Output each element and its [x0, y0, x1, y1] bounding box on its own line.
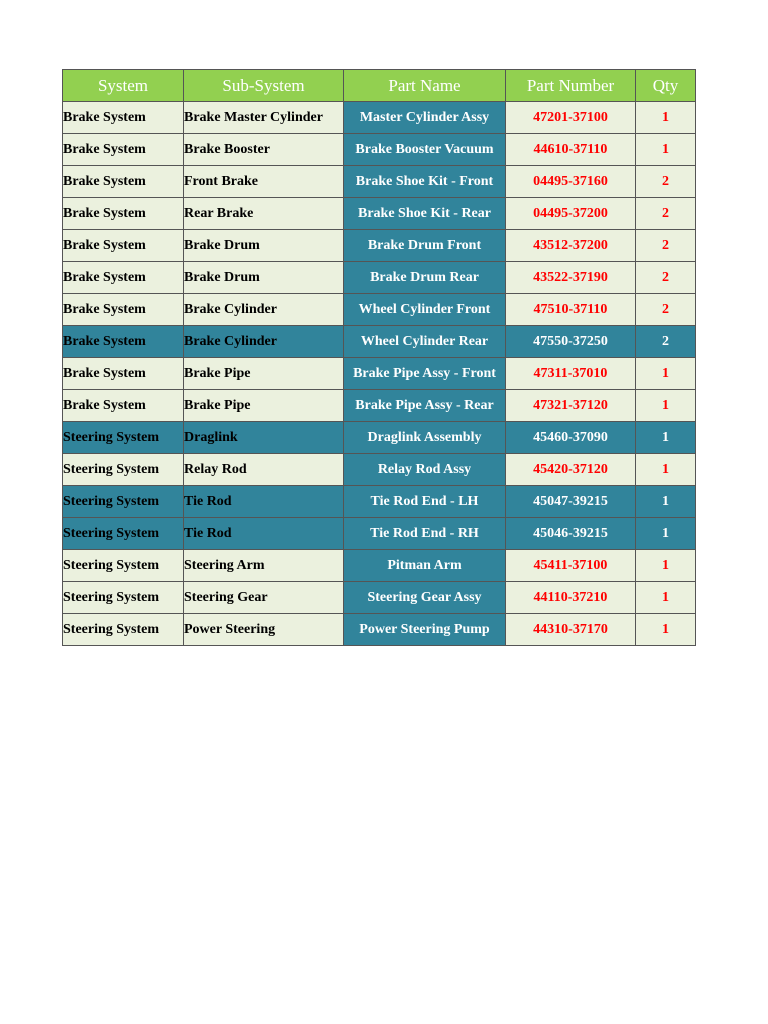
- cell-subsystem: Rear Brake: [184, 198, 344, 230]
- cell-subsystem: Brake Cylinder: [184, 326, 344, 358]
- cell-system: Steering System: [63, 422, 184, 454]
- cell-system: Steering System: [63, 582, 184, 614]
- cell-part-name: Brake Booster Vacuum: [344, 134, 506, 166]
- table-row: [63, 198, 696, 230]
- cell-part-number: 04495-37200: [506, 198, 636, 230]
- cell-system: Brake System: [63, 198, 184, 230]
- cell-qty: 1: [636, 454, 696, 486]
- cell-part-name: Wheel Cylinder Rear: [344, 326, 506, 358]
- cell-qty: 1: [636, 102, 696, 134]
- cell-part-number: 44310-37170: [506, 614, 636, 646]
- table-row: [63, 166, 696, 198]
- table-row: [63, 518, 696, 550]
- table-row: [63, 454, 696, 486]
- header-part-name: Part Name: [344, 70, 506, 102]
- cell-part-name: Wheel Cylinder Front: [344, 294, 506, 326]
- cell-subsystem: Front Brake: [184, 166, 344, 198]
- cell-system: Brake System: [63, 102, 184, 134]
- cell-system: Brake System: [63, 390, 184, 422]
- cell-part-number: 45460-37090: [506, 422, 636, 454]
- cell-part-number: 47201-37100: [506, 102, 636, 134]
- table-row: [63, 582, 696, 614]
- cell-system: Steering System: [63, 614, 184, 646]
- table-row: [63, 294, 696, 326]
- table-row: [63, 486, 696, 518]
- cell-system: Brake System: [63, 166, 184, 198]
- cell-system: Brake System: [63, 358, 184, 390]
- cell-subsystem: Brake Drum: [184, 262, 344, 294]
- cell-part-name: Power Steering Pump: [344, 614, 506, 646]
- cell-subsystem: Brake Cylinder: [184, 294, 344, 326]
- table-row: [63, 614, 696, 646]
- header-part-number: Part Number: [506, 70, 636, 102]
- cell-part-name: Brake Pipe Assy - Rear: [344, 390, 506, 422]
- table-row: [63, 550, 696, 582]
- cell-subsystem: Brake Pipe: [184, 358, 344, 390]
- cell-part-number: 47321-37120: [506, 390, 636, 422]
- table-header: [63, 70, 696, 102]
- header-row: [63, 70, 696, 102]
- table-row: [63, 326, 696, 358]
- cell-qty: 2: [636, 198, 696, 230]
- cell-part-name: Brake Shoe Kit - Rear: [344, 198, 506, 230]
- cell-part-number: 43522-37190: [506, 262, 636, 294]
- cell-qty: 2: [636, 166, 696, 198]
- header-system: System: [63, 70, 184, 102]
- cell-part-number: 47550-37250: [506, 326, 636, 358]
- cell-system: Steering System: [63, 550, 184, 582]
- cell-part-name: Brake Drum Front: [344, 230, 506, 262]
- cell-subsystem: Power Steering: [184, 614, 344, 646]
- cell-subsystem: Brake Pipe: [184, 390, 344, 422]
- cell-system: Brake System: [63, 230, 184, 262]
- cell-part-name: Master Cylinder Assy: [344, 102, 506, 134]
- header-subsystem: Sub-System: [184, 70, 344, 102]
- cell-system: Steering System: [63, 486, 184, 518]
- cell-qty: 1: [636, 486, 696, 518]
- cell-qty: 1: [636, 582, 696, 614]
- cell-part-number: 44610-37110: [506, 134, 636, 166]
- table-row: [63, 230, 696, 262]
- cell-part-number: 45046-39215: [506, 518, 636, 550]
- table-row: [63, 262, 696, 294]
- cell-system: Brake System: [63, 294, 184, 326]
- cell-qty: 2: [636, 326, 696, 358]
- table-body: [63, 102, 696, 646]
- table-row: [63, 102, 696, 134]
- header-qty: Qty: [636, 70, 696, 102]
- cell-part-number: 45420-37120: [506, 454, 636, 486]
- cell-part-name: Pitman Arm: [344, 550, 506, 582]
- cell-system: Brake System: [63, 134, 184, 166]
- cell-part-number: 43512-37200: [506, 230, 636, 262]
- cell-subsystem: Brake Master Cylinder: [184, 102, 344, 134]
- cell-qty: 2: [636, 262, 696, 294]
- table-row: [63, 134, 696, 166]
- cell-part-number: 47311-37010: [506, 358, 636, 390]
- parts-table: [62, 69, 696, 646]
- cell-qty: 1: [636, 134, 696, 166]
- cell-part-name: Brake Drum Rear: [344, 262, 506, 294]
- cell-qty: 1: [636, 614, 696, 646]
- cell-part-name: Tie Rod End - RH: [344, 518, 506, 550]
- cell-part-number: 44110-37210: [506, 582, 636, 614]
- cell-subsystem: Tie Rod: [184, 486, 344, 518]
- cell-subsystem: Brake Booster: [184, 134, 344, 166]
- cell-qty: 2: [636, 230, 696, 262]
- cell-system: Steering System: [63, 454, 184, 486]
- cell-subsystem: Brake Drum: [184, 230, 344, 262]
- cell-subsystem: Draglink: [184, 422, 344, 454]
- cell-part-name: Brake Pipe Assy - Front: [344, 358, 506, 390]
- cell-part-number: 45411-37100: [506, 550, 636, 582]
- cell-part-name: Relay Rod Assy: [344, 454, 506, 486]
- cell-part-number: 45047-39215: [506, 486, 636, 518]
- cell-part-number: 47510-37110: [506, 294, 636, 326]
- cell-part-name: Tie Rod End - LH: [344, 486, 506, 518]
- cell-qty: 1: [636, 550, 696, 582]
- cell-system: Brake System: [63, 262, 184, 294]
- cell-part-name: Draglink Assembly: [344, 422, 506, 454]
- cell-subsystem: Tie Rod: [184, 518, 344, 550]
- cell-qty: 1: [636, 358, 696, 390]
- table-row: [63, 390, 696, 422]
- cell-qty: 1: [636, 390, 696, 422]
- cell-qty: 2: [636, 294, 696, 326]
- cell-part-name: Steering Gear Assy: [344, 582, 506, 614]
- cell-system: Brake System: [63, 326, 184, 358]
- table-row: [63, 422, 696, 454]
- cell-subsystem: Steering Gear: [184, 582, 344, 614]
- cell-part-name: Brake Shoe Kit - Front: [344, 166, 506, 198]
- cell-system: Steering System: [63, 518, 184, 550]
- table-row: [63, 358, 696, 390]
- cell-part-number: 04495-37160: [506, 166, 636, 198]
- cell-qty: 1: [636, 422, 696, 454]
- cell-subsystem: Relay Rod: [184, 454, 344, 486]
- cell-qty: 1: [636, 518, 696, 550]
- cell-subsystem: Steering Arm: [184, 550, 344, 582]
